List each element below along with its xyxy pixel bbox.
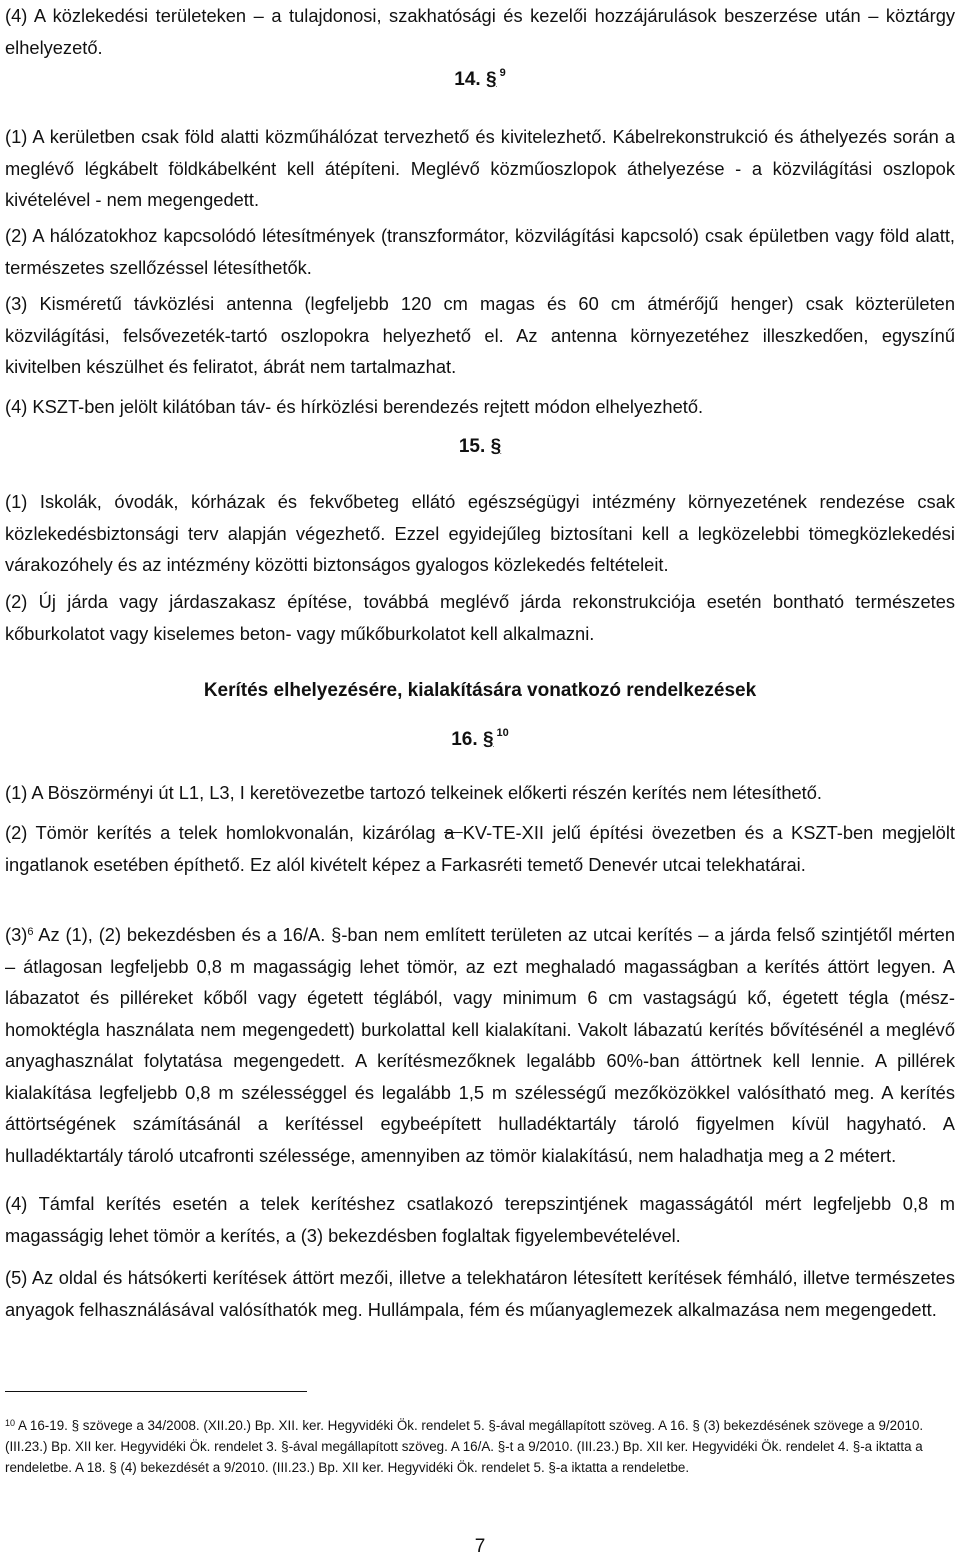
section-sign: § — [486, 69, 497, 90]
section-16-number: 16. — [451, 729, 478, 750]
footnote-ref-10: 10 — [496, 727, 509, 739]
section-14-heading — [380, 67, 580, 91]
footnote-divider — [5, 1391, 307, 1392]
section-14-paragraph-3: (3) Kisméretű távközlési antenna (legfeljebb 120 cm magas és 60 cm átmérőjű henger) csak közterületen közvilágítási, felsővezeték-tartó oszlopokra helyezhető el. Az antenna környezetéhez illeszkedően, egyszínű kivitelben készülhet és feliratot, ábrát nem tartalmazhat. — [5, 293, 955, 377]
footnote-10 — [5, 1413, 955, 1478]
section-14-number: 14. — [454, 69, 481, 90]
section-15-heading — [380, 436, 580, 458]
section-16-paragraph-2 — [5, 817, 955, 880]
section-16-heading — [380, 727, 580, 751]
footnote-text: A 16-19. § szövege a 34/2008. (XII.20.) Bp. XII. ker. Hegyvidéki Ök. rendelet 5. §-ával megállapított szöveg. A 16. § (3) bekezdésének szövege a 9/2010. (III.23.) Bp. XII ker. Hegyvidéki Ök. rendelet 3. §-ával megállapított szöveg. A 16/A. §-t a 9/2010. (III.23.) Bp. XII ker. Hegyvidéki Ök. rendelet 4. §-a iktatta a rendeletbe. A 18. § (4) bekezdését a 9/2010. (III.23.) Bp. XII ker. Hegyvidéki Ök. rendelet 5. §-a iktatta a rendeletbe. — [5, 1418, 924, 1475]
paragraph-3-text: Az (1), (2) bekezdésben és a 16/A. §-ban nem említett területen az utcai kerítés – a járda felső szintjétől mérten – átlagosan legfeljebb 0,8 m magasságig lehet tömör, az ezt meghaladó magasságban a kerítés áttört legyen. A lábazatot és pilléreket kőből vagy égetett téglából, vagy minimum 6 cm vastagságú kő, égetett tégla (mész-homoktégla használata nem megengedett) burkolattal kell kialakítani. Vakolt lábazatú kerítés bővítésénél a meglévő anyaghasználat folytatása megengedett. A kerítésmezőknek legalább 60%-ban áttörtnek kell lennie. A pillérek kialakítása legfeljebb 0,8 m szélességgel és legalább 1,5 m szélességű mezőközökkel valósítható meg. A kerítés áttörtségének számításánál a kerítéssel egybeépített hulladéktartály tároló figyelmen kívül hagyható. A hulladéktartály tároló utcafronti szélessége, amennyiben az tömör kialakítású, nem haladhatja meg a 2 métert. — [5, 924, 955, 1166]
section-14-paragraph-2: (2) A hálózatokhoz kapcsolódó létesítmények (transzformátor, közvilágítási kapcsoló) csak épületben vagy föld alatt, természetes szellőzéssel létesíthetők. — [5, 225, 955, 278]
footnote-ref-6: 6 — [27, 926, 34, 938]
section-sign: § — [490, 436, 502, 457]
section-15-paragraph-1: (1) Iskolák, óvodák, kórházak és fekvőbeteg ellátó egészségügyi intézmény környezetének rendezése csak közlekedésbiztonsági terv alapján végezhető. Ezzel egyidejűleg biztosítani kell a legközelebbi tömegközlekedési várakozóhely és az intézmény közötti biztonságos gyalogos közlekedés feltételeit. — [5, 491, 955, 575]
paragraph-2-text-b: KV-TE-XII jelű építési övezetben és a KSZT-ben megjelölt ingatlanok esetében építhető. Ez alól kivételt képez a Farkasréti temető Denevér utcai telekhatárai. — [5, 822, 955, 875]
section-16-paragraph-5: (5) Az oldal és hátsókerti kerítések áttört mezői, illetve a telekhatáron létesített kerítések fémháló, illetve természetes anyagok felhasználásával valósíthatók meg. Hullámpala, fém és műanyaglemezek alkalmazása nem megengedett. — [5, 1267, 955, 1320]
paragraph-3-label: (3) — [5, 924, 28, 945]
section-14-paragraph-1: (1) A kerületben csak föld alatti közműhálózat tervezhető és kivitelezhető. Kábelrekonstrukció és áthelyezés során a meglévő légkábelt földkábelként kell átépíteni. Meglévő közműoszlopok áthelyezése - a közvilágítási oszlopok kivételével - nem megengedett. — [5, 126, 955, 210]
footnote-ref-9: 9 — [499, 67, 506, 79]
paragraph-traffic-areas: (4) A közlekedési területeken – a tulajdonosi, szakhatósági és kezelői hozzájárulások beszerzése után – köztárgy elhelyezető. — [5, 5, 955, 58]
section-16-paragraph-4: (4) Támfal kerítés esetén a telek kerítéshez csatlakozó terepszintjének magasságától mért legfeljebb 0,8 m magasságig lehet tömör a kerítés, a (3) bekezdésben foglaltak figyelembevételével. — [5, 1193, 955, 1246]
page-number: 7 — [474, 1536, 486, 1557]
paragraph-2-text-a: (2) Tömör kerítés a telek homlokvonalán, kizárólag — [5, 822, 445, 843]
section-15-number: 15. — [458, 436, 486, 457]
section-14-paragraph-4: (4) KSZT-ben jelölt kilátóban táv- és hírközlési berendezés rejtett módon elhelyezhető. — [5, 396, 704, 417]
footnote-number: 10 — [5, 1418, 16, 1428]
struck-text: a — [444, 822, 463, 843]
section-16-paragraph-3 — [5, 917, 955, 1171]
section-sign: § — [482, 729, 494, 750]
section-16-paragraph-1: (1) A Böszörményi út L1, L3, I keretövezetbe tartozó telkeinek előkerti részén kerítés nem létesíthető. — [5, 782, 822, 803]
section-15-paragraph-2: (2) Új járda vagy járdaszakasz építése, továbbá meglévő járda rekonstrukciója esetén bontható természetes kőburkolatot vagy kiselemes beton- vagy műkőburkolatot kell alkalmazni. — [5, 591, 955, 644]
fence-rules-title: Kerítés elhelyezésére, kialakítására vonatkozó rendelkezések — [203, 680, 757, 701]
